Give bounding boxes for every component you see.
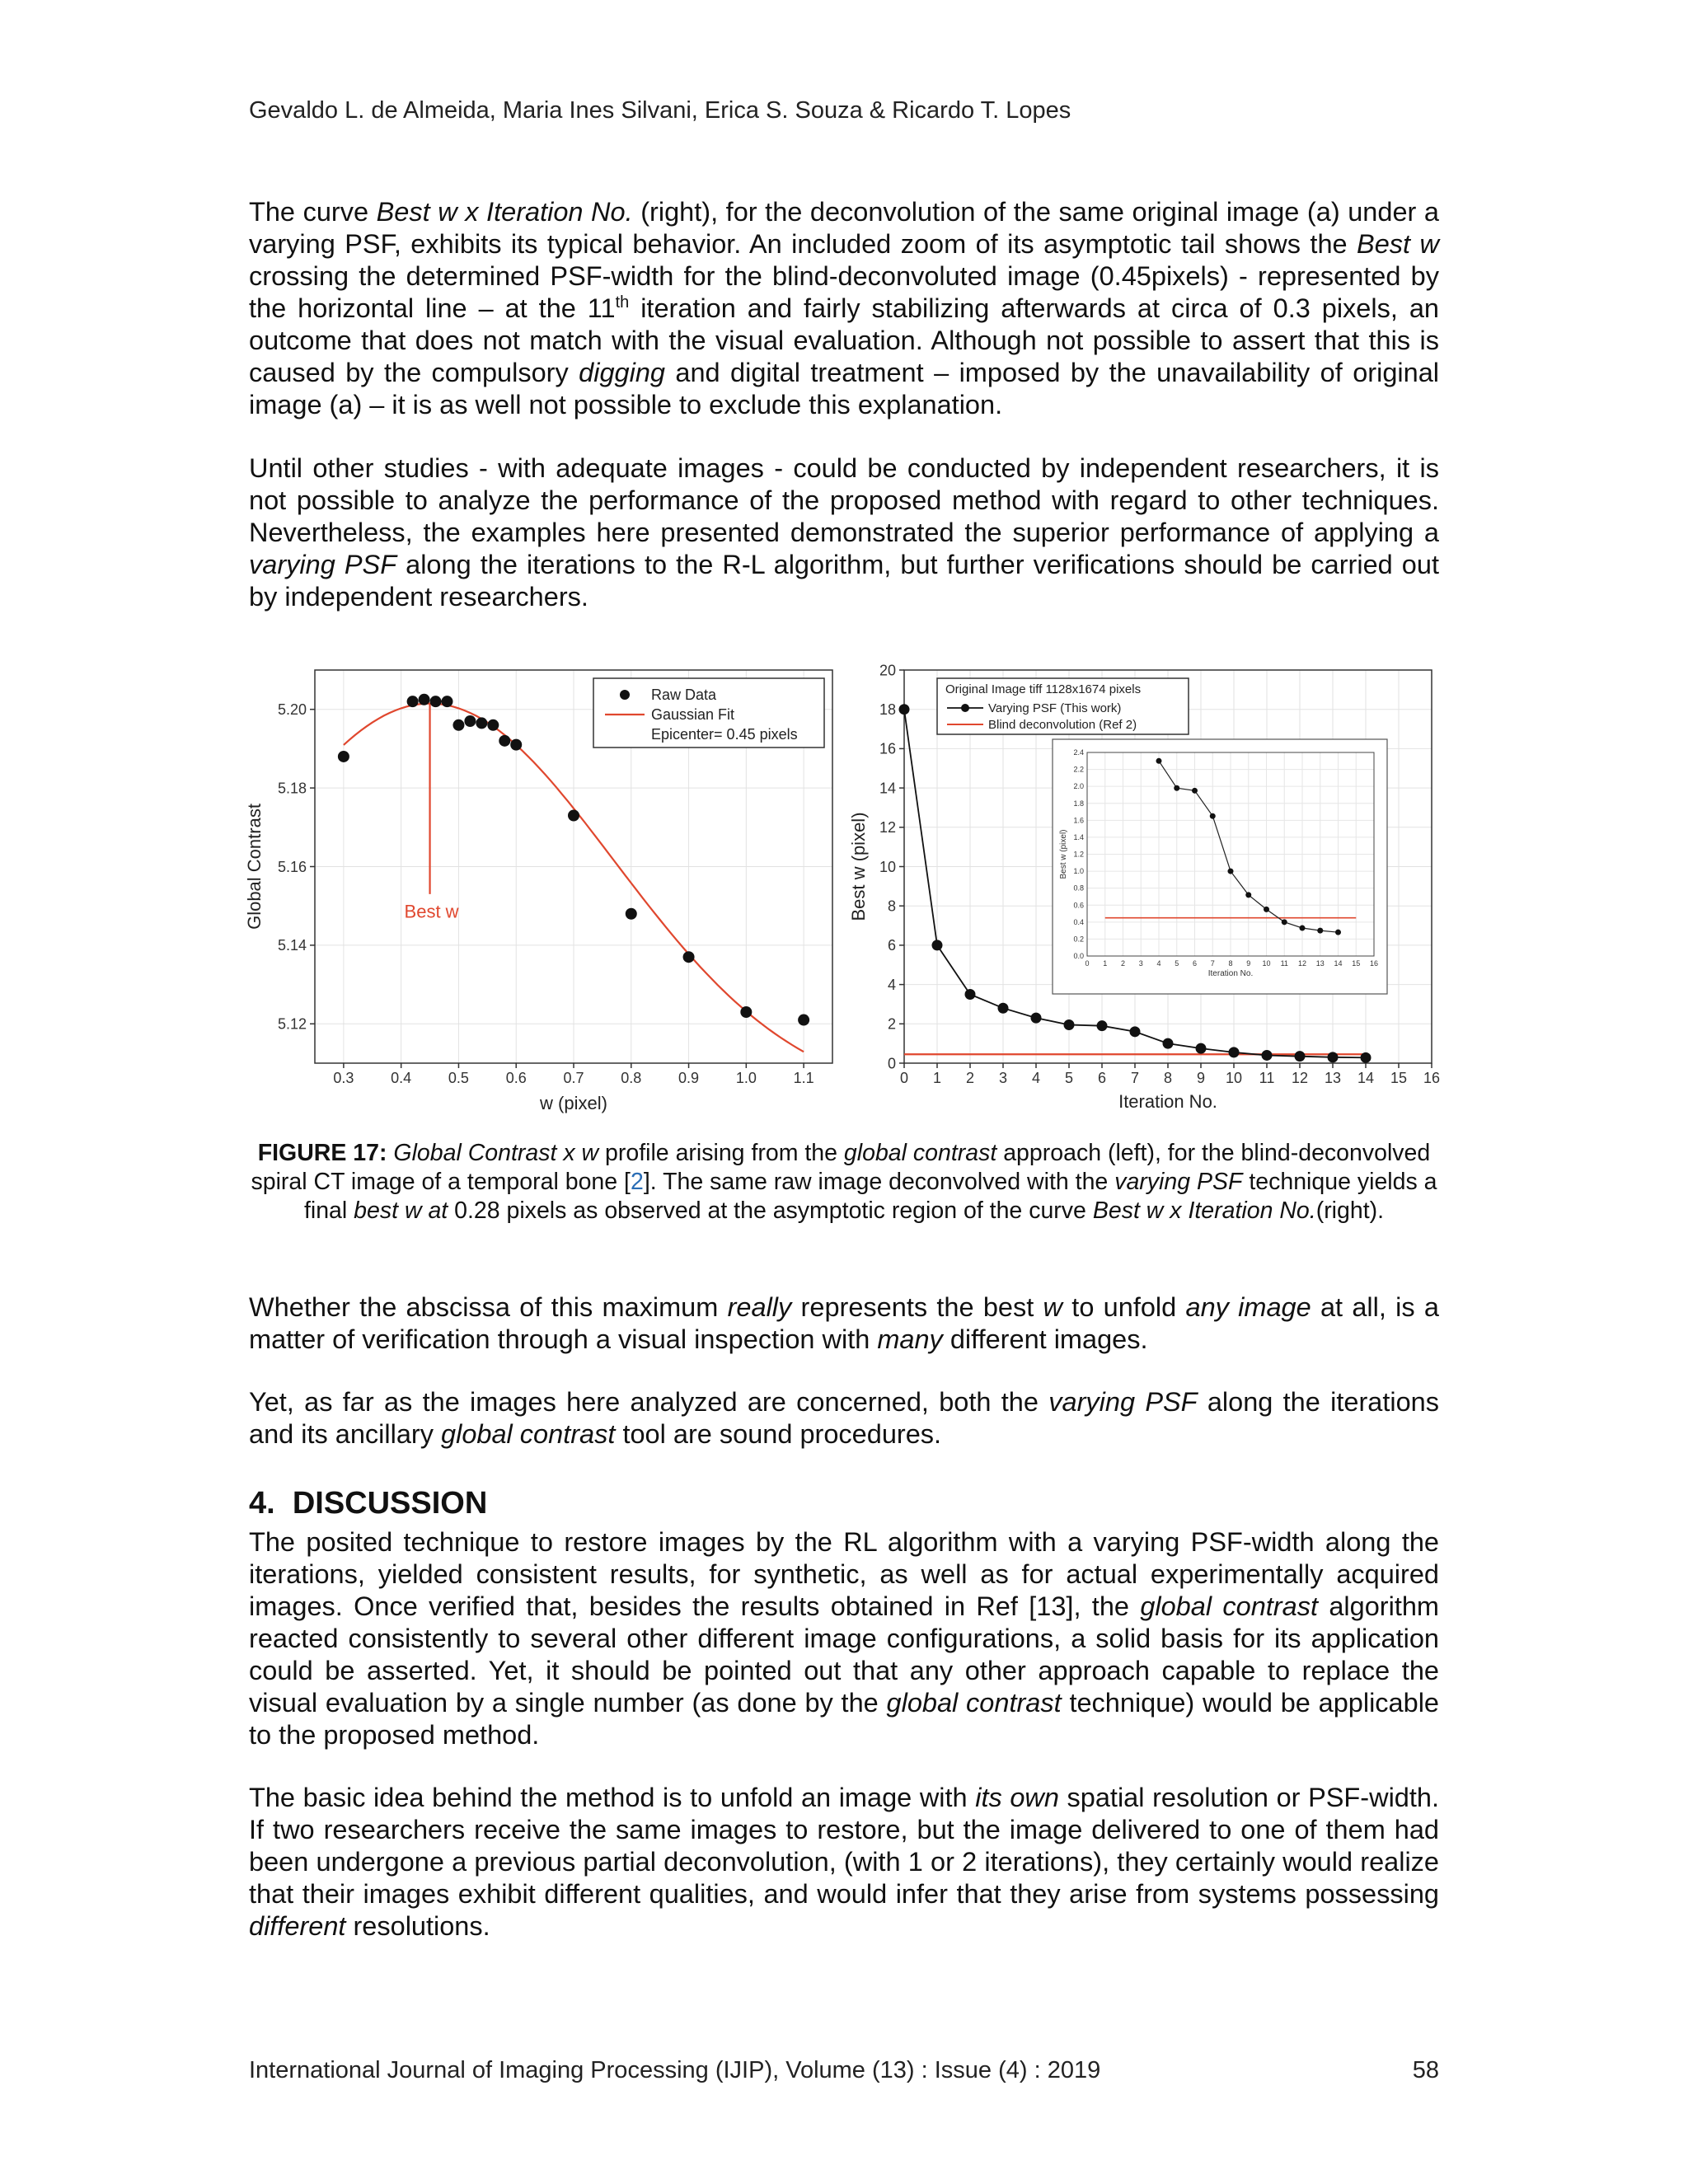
x-tick-label: 10 — [1225, 1070, 1243, 1086]
varying-psf-point — [998, 1003, 1009, 1014]
x-tick-label: 8 — [1163, 1070, 1173, 1086]
raw-data-point — [476, 717, 487, 729]
y-axis-label: Global Contrast — [244, 804, 265, 930]
journal-citation: International Journal of Imaging Processing (IJIP), Volume (13) : Issue (4) : 2019 — [249, 2057, 1101, 2083]
varying-psf-point — [1229, 1047, 1240, 1057]
inset-x-tick-label: 9 — [1246, 959, 1251, 968]
inset-y-tick-label: 1.6 — [1073, 816, 1084, 825]
inset-x-tick-label: 2 — [1120, 959, 1126, 968]
varying-psf-point — [932, 940, 943, 950]
figure-caption: FIGURE 17: Global Contrast x w profile arising from the global contrast approach (left), for the blind-deconvolved spiral CT image of a temporal bone [2]. The same raw image deconvolved with the varying PSF technique yields a final best w at 0.28 pixels as observed at the asymptotic region of the curve Best w x Iteration No.(right). — [251, 1140, 1437, 1224]
inset-y-tick-label: 1.8 — [1073, 799, 1084, 808]
x-tick-label: 1.0 — [735, 1070, 757, 1086]
inset-y-tick-label: 0.6 — [1073, 901, 1084, 910]
inset-data-point — [1228, 869, 1234, 874]
inset-y-tick-label: 1.0 — [1073, 867, 1084, 876]
inset-x-tick-label: 1 — [1103, 959, 1108, 968]
raw-data-point — [464, 715, 476, 727]
raw-data-point — [487, 719, 499, 731]
inset-x-tick-label: 6 — [1192, 959, 1198, 968]
raw-data-point — [740, 1006, 752, 1018]
y-tick-label: 6 — [887, 937, 896, 954]
raw-data-point — [568, 809, 579, 821]
varying-psf-point — [899, 704, 910, 715]
y-tick-label: 5.14 — [277, 937, 307, 954]
raw-data-point — [626, 908, 637, 920]
x-tick-label: 1 — [932, 1070, 942, 1086]
x-axis-label: w (pixel) — [540, 1093, 607, 1113]
inset-x-tick-label: 13 — [1315, 959, 1325, 968]
inset-x-tick-label: 15 — [1352, 959, 1361, 968]
raw-data-point — [430, 696, 442, 707]
inset-data-point — [1156, 758, 1162, 764]
inset-data-point — [1245, 892, 1251, 898]
x-tick-label: 0.3 — [333, 1070, 354, 1086]
inset-x-tick-label: 7 — [1210, 959, 1215, 968]
x-tick-label: 0.9 — [678, 1070, 700, 1086]
paragraph-2: Until other studies - with adequate images - could be conducted by independent researchers, it is not possible to analyze the performance of the proposed method with regard to other techniques. Nevertheless, the examples here presented demonstrated the superior performance of applying a varying PSF along the iterations to the R-L algorithm, but further verifications should be carried out by independent researchers. — [249, 453, 1439, 612]
x-tick-label: 0 — [899, 1070, 909, 1086]
inset-data-point — [1210, 813, 1216, 819]
y-tick-label: 5.12 — [277, 1015, 307, 1033]
x-tick-label: 0.7 — [563, 1070, 584, 1086]
inset-y-tick-label: 0.8 — [1073, 883, 1084, 893]
varying-psf-point — [1295, 1051, 1306, 1062]
y-axis-label: Best w (pixel) — [848, 812, 869, 921]
inset-data-point — [1317, 928, 1323, 934]
y-tick-label: 12 — [879, 819, 896, 837]
varying-psf-point — [1130, 1026, 1141, 1037]
inset-x-tick-label: 14 — [1334, 959, 1343, 968]
x-tick-label: 13 — [1324, 1070, 1342, 1086]
inset-x-tick-label: 0 — [1085, 959, 1090, 968]
paragraph-4: Yet, as far as the images here analyzed are concerned, both the varying PSF along the iterations and its ancillary global contrast tool are sound procedures. — [249, 1387, 1439, 1449]
y-tick-label: 5.16 — [277, 858, 307, 875]
section-heading: 4. DISCUSSION — [249, 1486, 488, 1521]
raw-data-point — [798, 1015, 809, 1026]
inset-x-tick-label: 16 — [1369, 959, 1379, 968]
x-tick-label: 0.5 — [448, 1070, 469, 1086]
inset-y-tick-label: 2.0 — [1073, 782, 1084, 791]
raw-data-point — [499, 735, 510, 747]
y-tick-label: 5.18 — [277, 780, 307, 797]
inset-y-axis-label: Best w (pixel) — [1059, 829, 1068, 879]
global-contrast-chart — [241, 647, 834, 1121]
x-tick-label: 15 — [1390, 1070, 1408, 1086]
figure-17 — [241, 647, 1444, 1121]
paragraph-5: The posited technique to restore images by the RL algorithm with a varying PSF-width along the iterations, yielded consistent results, for synthetic, as well as for actual experimentally acquired images. Once verified that, besides the results obtained in Ref [13], the global contrast algorithm reacted consistently to several other different image configurations, a solid basis for its application could be asserted. Yet, it should be pointed out that any other approach capable to replace the visual evaluation by a single number (as done by the global contrast technique) would be applicable to the proposed method. — [249, 1527, 1439, 1750]
running-header: Gevaldo L. de Almeida, Maria Ines Silvani, Erica S. Souza & Ricardo T. Lopes — [249, 97, 1071, 124]
raw-data-point — [407, 696, 419, 707]
legend-title: Original Image tiff 1128x1674 pixels — [945, 682, 1142, 696]
legend-label: Epicenter= 0.45 pixels — [651, 726, 798, 743]
inset-y-tick-label: 2.2 — [1073, 765, 1084, 774]
inset-y-tick-label: 0.4 — [1073, 917, 1084, 926]
x-tick-label: 16 — [1423, 1070, 1441, 1086]
paragraph-6: The basic idea behind the method is to unfold an image with its own spatial resolution or PSF-width. If two researchers receive the same images to restore, but the image delivered to one of them had been undergone a previous partial deconvolution, (with 1 or 2 iterations), they certainly would realize that their images exhibit different qualities, and would infer that they arise from systems possessing different resolutions. — [249, 1783, 1440, 1941]
inset-y-tick-label: 1.4 — [1073, 832, 1084, 841]
x-tick-label: 4 — [1031, 1070, 1041, 1086]
legend-label: Varying PSF (This work) — [988, 701, 1122, 715]
inset-data-point — [1174, 785, 1179, 791]
raw-data-point — [419, 694, 430, 705]
page-footer — [249, 2057, 1439, 2084]
x-tick-label: 5 — [1064, 1070, 1074, 1086]
inset-data-point — [1300, 926, 1306, 931]
varying-psf-point — [1163, 1038, 1174, 1049]
reference-link[interactable]: 2 — [630, 1169, 644, 1195]
x-tick-label: 11 — [1259, 1070, 1275, 1086]
legend-marker-raw — [620, 690, 630, 700]
y-tick-label: 16 — [879, 740, 896, 757]
x-tick-label: 3 — [998, 1070, 1008, 1086]
raw-data-point — [510, 739, 522, 751]
varying-psf-point — [1361, 1052, 1372, 1063]
x-tick-label: 2 — [965, 1070, 975, 1086]
x-tick-label: 12 — [1291, 1070, 1309, 1086]
raw-data-point — [441, 696, 452, 707]
x-tick-label: 0.8 — [621, 1070, 642, 1086]
inset-data-point — [1192, 788, 1198, 794]
legend-marker-varying-dot — [961, 704, 969, 712]
legend-label: Blind deconvolution (Ref 2) — [988, 718, 1137, 732]
varying-psf-point — [965, 989, 976, 1000]
inset-data-point — [1335, 930, 1341, 935]
inset-y-tick-label: 0.0 — [1073, 952, 1084, 960]
y-tick-label: 8 — [887, 898, 896, 915]
inset-data-point — [1264, 907, 1269, 912]
raw-data-point — [338, 751, 349, 762]
varying-psf-point — [1031, 1013, 1042, 1024]
varying-psf-point — [1196, 1043, 1207, 1054]
x-tick-label: 6 — [1097, 1070, 1107, 1086]
inset-x-axis-label: Iteration No. — [1207, 969, 1254, 978]
y-tick-label: 20 — [879, 662, 896, 679]
varying-psf-point — [1328, 1052, 1339, 1062]
legend-label: Raw Data — [651, 687, 717, 703]
inset-x-tick-label: 4 — [1156, 959, 1161, 968]
inset-y-tick-label: 2.4 — [1073, 748, 1084, 757]
x-tick-label: 0.4 — [391, 1070, 412, 1086]
varying-psf-point — [1064, 1019, 1075, 1030]
varying-psf-point — [1262, 1050, 1273, 1061]
y-tick-label: 0 — [887, 1055, 896, 1072]
x-tick-label: 7 — [1130, 1070, 1140, 1086]
inset-x-tick-label: 8 — [1228, 959, 1233, 968]
y-tick-label: 2 — [887, 1015, 896, 1033]
page-number: 58 — [1412, 2057, 1439, 2083]
best-w-iteration-chart — [848, 647, 1441, 1121]
varying-psf-point — [1097, 1020, 1108, 1031]
y-tick-label: 14 — [879, 780, 896, 797]
paragraph-3: Whether the abscissa of this maximum really represents the best w to unfold any image at all, is a matter of verification through a visual inspection with many different images. — [249, 1292, 1439, 1354]
x-tick-label: 14 — [1357, 1070, 1375, 1086]
legend-label: Gaussian Fit — [651, 706, 735, 723]
paragraph-1: The curve Best w x Iteration No. (right), for the deconvolution of the same original image (a) under a varying PSF, exhibits its typical behavior. An included zoom of its asymptotic tail shows the Best w crossing the determined PSF-width for the blind-deconvoluted image (0.45pixels) - represented by the horizontal line – at the 11th iteration and fairly stabilizing afterwards at circa of 0.3 pixels, an outcome that does not match with the visual evaluation. Although not possible to assert that this is caused by the compulsory digging and digital treatment – imposed by the unavailability of original image (a) – it is as well not possible to exclude this explanation. — [249, 197, 1439, 419]
inset-x-tick-label: 12 — [1297, 959, 1307, 968]
x-tick-label: 9 — [1196, 1070, 1206, 1086]
x-axis-label: Iteration No. — [1118, 1091, 1217, 1112]
raw-data-point — [452, 719, 464, 731]
best-w-annotation: Best w — [404, 901, 459, 922]
x-tick-label: 0.6 — [505, 1070, 527, 1086]
inset-y-tick-label: 0.2 — [1073, 935, 1084, 944]
y-tick-label: 5.20 — [277, 701, 307, 718]
x-tick-label: 1.1 — [793, 1070, 814, 1086]
inset-x-tick-label: 10 — [1262, 959, 1271, 968]
y-tick-label: 4 — [887, 976, 896, 993]
inset-x-tick-label: 11 — [1280, 959, 1288, 968]
y-tick-label: 10 — [879, 858, 896, 875]
y-tick-label: 18 — [879, 701, 896, 718]
inset-x-tick-label: 3 — [1138, 959, 1143, 968]
inset-data-point — [1282, 919, 1287, 925]
raw-data-point — [683, 951, 695, 963]
inset-x-tick-label: 5 — [1175, 959, 1179, 968]
inset-y-tick-label: 1.2 — [1073, 850, 1084, 859]
